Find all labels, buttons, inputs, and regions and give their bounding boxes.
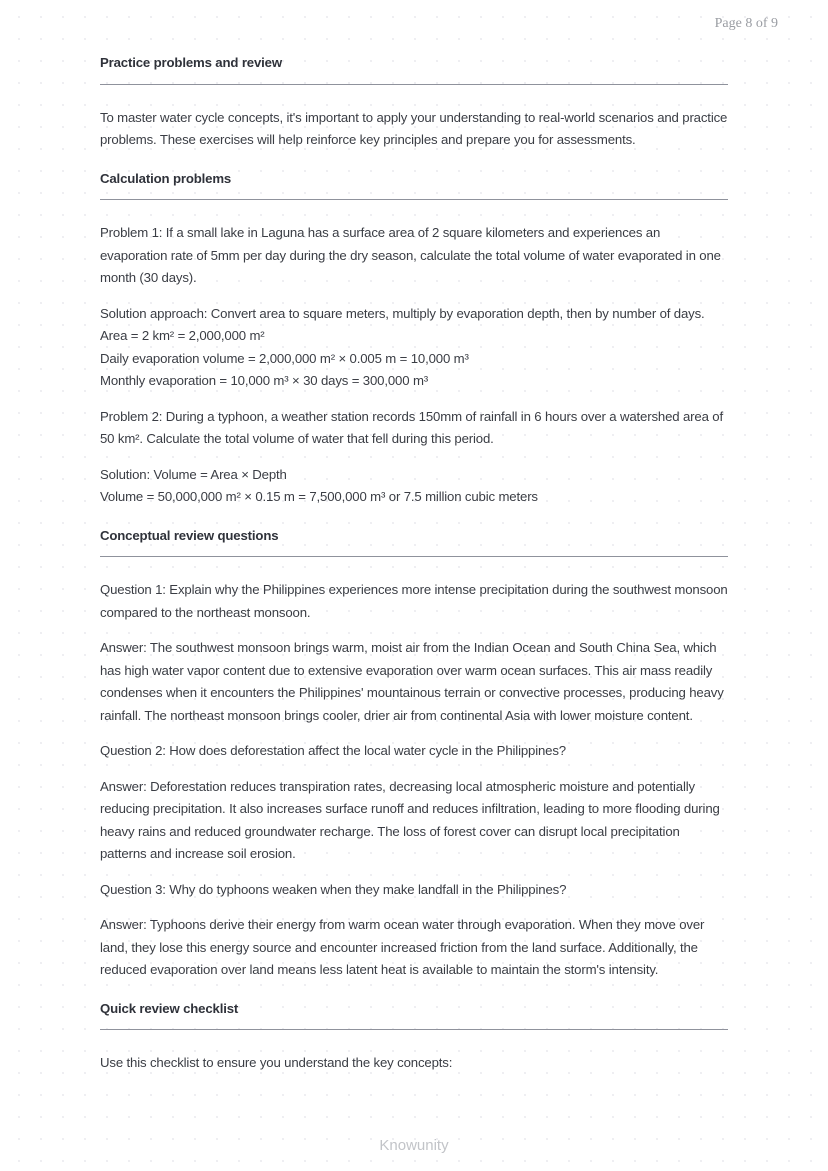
question-2: Question 2: How does deforestation affect the local water cycle in the Philippines?: [100, 743, 566, 758]
solution-1-approach: Solution approach: Convert area to square meters, multiply by evaporation depth, then by number of days.: [100, 305, 705, 321]
problem-1: Problem 1: If a small lake in Laguna has a surface area of 2 square kilometers and experiences an evaporation rate of 5mm per day during the dry season, calculate the total volume of water evaporated in one month (30 days).: [100, 225, 721, 285]
checklist-intro: Use this checklist to ensure you understand the key concepts:: [100, 1055, 453, 1070]
answer-1: Answer: The southwest monsoon brings warm, moist air from the Indian Ocean and South China Sea, which has high water vapor content due to extensive evaporation over warm ocean surfaces. This air mass readily condenses when it encounters the Philippines' mountainous terrain or convective processes, producing heavy rainfall. The northeast monsoon brings cooler, drier air from continental Asia with lower moisture content.: [100, 640, 724, 723]
solution-2-line: Volume = 50,000,000 m² × 0.15 m = 7,500,000 m³ or 7.5 million cubic meters: [100, 489, 538, 504]
solution-2: [100, 464, 728, 509]
page-number: Page 8 of 9: [714, 16, 778, 31]
answer-2: Answer: Deforestation reduces transpiration rates, decreasing local atmospheric moisture and potentially reducing precipitation. It also increases surface runoff and reduces infiltration, leading to more flooding during heavy rains and reduced groundwater recharge. The loss of forest cover can disrupt local precipitation patterns and increase soil erosion.: [100, 778, 720, 861]
heading-practice-problems: Practice problems and review: [100, 52, 728, 85]
heading-calculation-problems: Calculation problems: [100, 168, 728, 201]
problem-2: Problem 2: During a typhoon, a weather station records 150mm of rainfall in 6 hours over a watershed area of 50 km². Calculate the total volume of water that fell during this period.: [100, 408, 724, 446]
solution-1-line: Daily evaporation volume = 2,000,000 m² × 0.005 m = 10,000 m³: [100, 350, 469, 366]
question-3: Question 3: Why do typhoons weaken when they make landfall in the Philippines?: [100, 881, 567, 897]
footer-brand: Knowunity: [379, 1137, 449, 1154]
document-content: [100, 52, 728, 1088]
answer-3: Answer: Typhoons derive their energy from warm ocean water through evaporation. When they move over land, they lose this energy source and encounter increased friction from the land surface. Additionally, the reduced evaporation over land means less latent heat is available to maintain the storm's intensity.: [100, 917, 705, 977]
solution-2-line: Solution: Volume = Area × Depth: [100, 466, 287, 482]
practice-intro: To master water cycle concepts, it's important to apply your understanding to real-world scenarios and practice problems. These exercises will help reinforce key principles and prepare you for assessments.: [100, 109, 728, 147]
solution-1-line: Area = 2 km² = 2,000,000 m²: [100, 328, 265, 343]
solution-1: [100, 303, 728, 393]
question-1: Question 1: Explain why the Philippines experiences more intense precipitation during the southwest monsoon compared to the northeast monsoon.: [100, 582, 728, 620]
heading-conceptual-review: Conceptual review questions: [100, 525, 728, 558]
solution-1-line: Monthly evaporation = 10,000 m³ × 30 days = 300,000 m³: [100, 373, 429, 388]
heading-quick-review-checklist: Quick review checklist: [100, 998, 728, 1031]
